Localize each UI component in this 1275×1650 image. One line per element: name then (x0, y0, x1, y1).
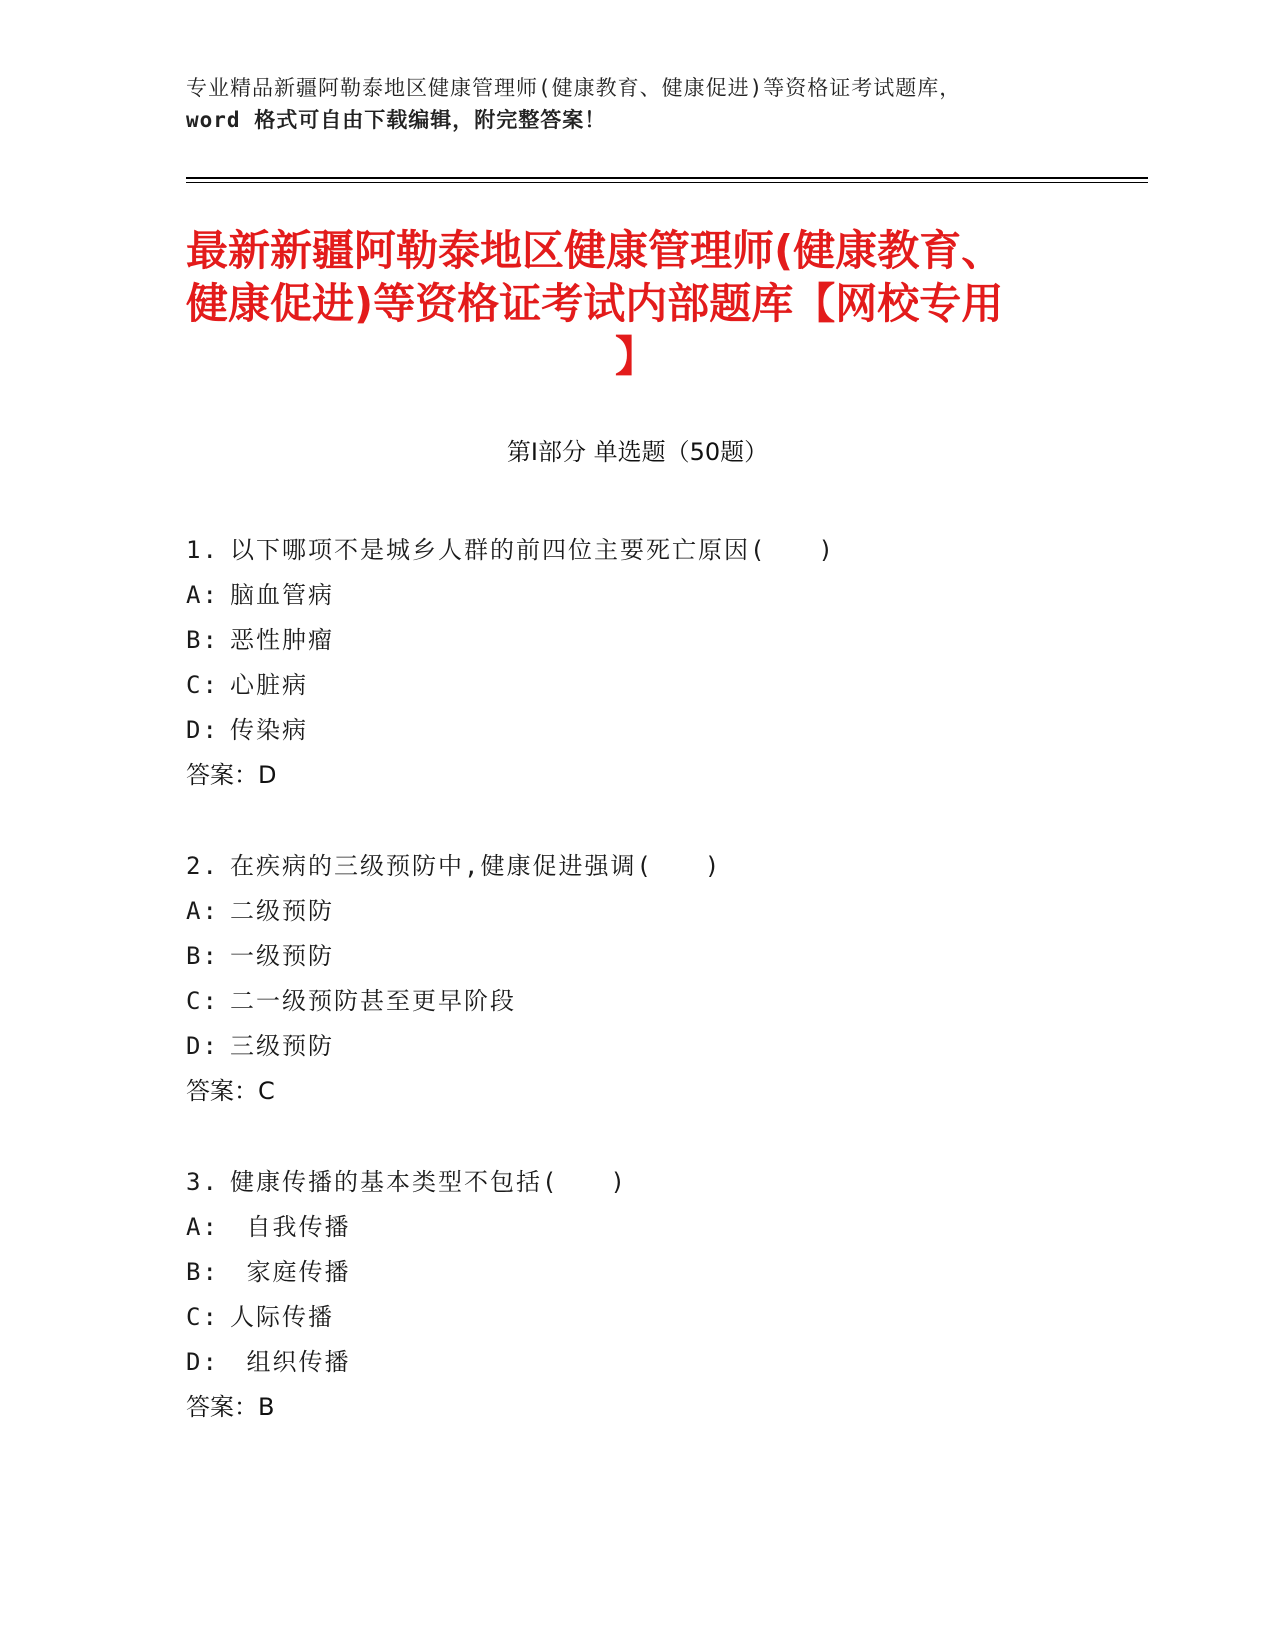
answer-line: 答案：B (186, 1393, 275, 1421)
option-d (186, 1340, 1146, 1385)
question-number: 1. (186, 536, 219, 564)
header-note-line-2: word 格式可自由下载编辑，附完整答案！ (186, 108, 607, 132)
question-stem (186, 844, 1146, 889)
option-text: 三级预防 (230, 1032, 334, 1060)
option-c (186, 663, 1146, 708)
option-a (186, 573, 1146, 618)
option-d (186, 708, 1146, 753)
option-key: A: (186, 897, 219, 925)
option-text: 心脏病 (230, 671, 308, 699)
question-number: 2. (186, 852, 219, 880)
option-key: C: (186, 1303, 219, 1331)
document-title-line-1: 最新新疆阿勒泰地区健康管理师(健康教育、 (186, 226, 1004, 275)
option-c (186, 1295, 1146, 1340)
option-key: C: (186, 671, 219, 699)
option-key: B: (186, 1258, 219, 1286)
header-rule-thick (186, 177, 1148, 179)
option-d (186, 1024, 1146, 1069)
option-a (186, 889, 1146, 934)
option-key: D: (186, 716, 219, 744)
question-item (186, 844, 1146, 1114)
answer-line: 答案：C (186, 1077, 275, 1105)
question-stem (186, 1160, 1146, 1205)
answer-line: 答案：D (186, 761, 277, 789)
option-b (186, 934, 1146, 979)
question-item (186, 1160, 1146, 1430)
option-text: 一级预防 (230, 942, 334, 970)
option-key: A: (186, 1213, 219, 1241)
option-key: C: (186, 987, 219, 1015)
header-note-line-1: 专业精品新疆阿勒泰地区健康管理师(健康教育、健康促进)等资格证考试题库， (186, 76, 962, 100)
option-key: B: (186, 942, 219, 970)
option-text: 脑血管病 (230, 581, 334, 609)
header-rule-thin (186, 182, 1148, 183)
question-text: 在疾病的三级预防中,健康促进强调( ) (230, 852, 722, 880)
option-text: 人际传播 (230, 1303, 334, 1331)
option-a (186, 1205, 1146, 1250)
question-text: 健康传播的基本类型不包括( ) (230, 1168, 627, 1196)
question-stem (186, 528, 1146, 573)
header-note (186, 72, 1086, 136)
question-number: 3. (186, 1168, 219, 1196)
option-text: 恶性肿瘤 (230, 626, 334, 654)
option-key: B: (186, 626, 219, 654)
option-text: 组织传播 (230, 1348, 351, 1376)
document-title (186, 224, 1086, 383)
question-list (186, 528, 1146, 1476)
option-key: D: (186, 1032, 219, 1060)
option-text: 家庭传播 (230, 1258, 351, 1286)
question-item (186, 528, 1146, 798)
option-b (186, 618, 1146, 663)
option-text: 二级预防 (230, 897, 334, 925)
option-key: A: (186, 581, 219, 609)
option-b (186, 1250, 1146, 1295)
option-key: D: (186, 1348, 219, 1376)
section-heading: 第Ⅰ部分 单选题（50题） (506, 438, 769, 466)
option-text: 自我传播 (230, 1213, 351, 1241)
option-text: 二一级预防甚至更早阶段 (230, 987, 516, 1015)
option-c (186, 979, 1146, 1024)
question-text: 以下哪项不是城乡人群的前四位主要死亡原因( ) (230, 536, 835, 564)
document-title-line-3: 】 (614, 332, 657, 381)
document-title-line-2: 健康促进)等资格证考试内部题库【网校专用 (186, 279, 1004, 328)
option-text: 传染病 (230, 716, 308, 744)
